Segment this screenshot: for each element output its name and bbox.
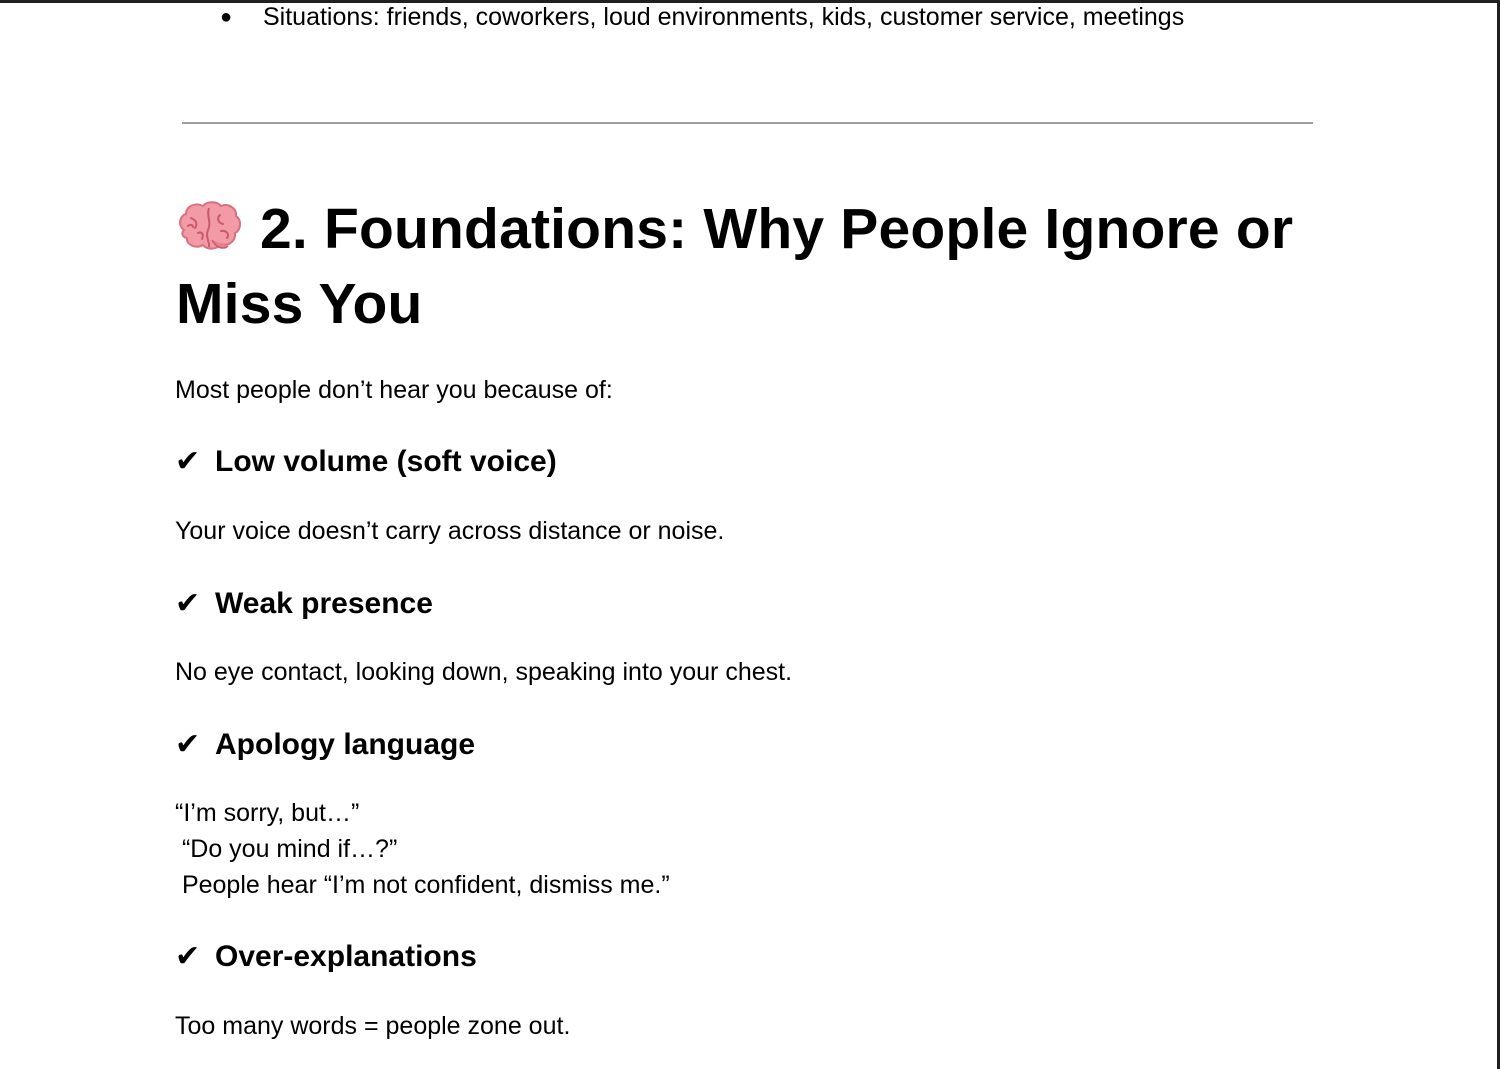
reason-title: Over-explanations [215,940,477,973]
reason-body-line: People hear “I’m not confident, dismiss me.” [175,871,670,899]
reason-title: Weak presence [215,587,433,620]
intro-paragraph: Most people don’t hear you because of: [175,376,613,404]
check-mark-icon: ✔ [175,728,201,761]
check-mark-icon: ✔ [175,940,201,973]
brain-icon [176,196,242,248]
reason-title: Apology language [215,728,476,761]
reason-body-line: “Do you mind if…?” [175,835,398,863]
section-heading-text: 2. Foundations: Why People Ignore or Miss You [176,197,1294,336]
reason-body: Too many words = people zone out. [175,1012,571,1040]
reason-title: Low volume (soft voice) [215,445,557,478]
list-item-situations [220,0,1184,34]
check-mark-icon: ✔ [175,445,201,478]
horizontal-rule [182,122,1313,124]
reason-heading-low-volume [175,442,557,482]
reason-heading-apology-language [175,725,475,765]
reason-heading-over-explanations [175,937,477,977]
section-heading [176,192,1316,342]
bullet-dot-icon: ● [220,6,233,28]
list-item-text: Situations: friends, coworkers, loud environments, kids, customer service, meetings [263,3,1185,31]
reason-body: Your voice doesn’t carry across distance or noise. [175,517,725,545]
check-mark-icon: ✔ [175,587,201,620]
reason-heading-weak-presence [175,584,433,624]
reason-body-line: “I’m sorry, but…” [175,799,360,827]
reason-body: No eye contact, looking down, speaking into your chest. [175,658,793,686]
